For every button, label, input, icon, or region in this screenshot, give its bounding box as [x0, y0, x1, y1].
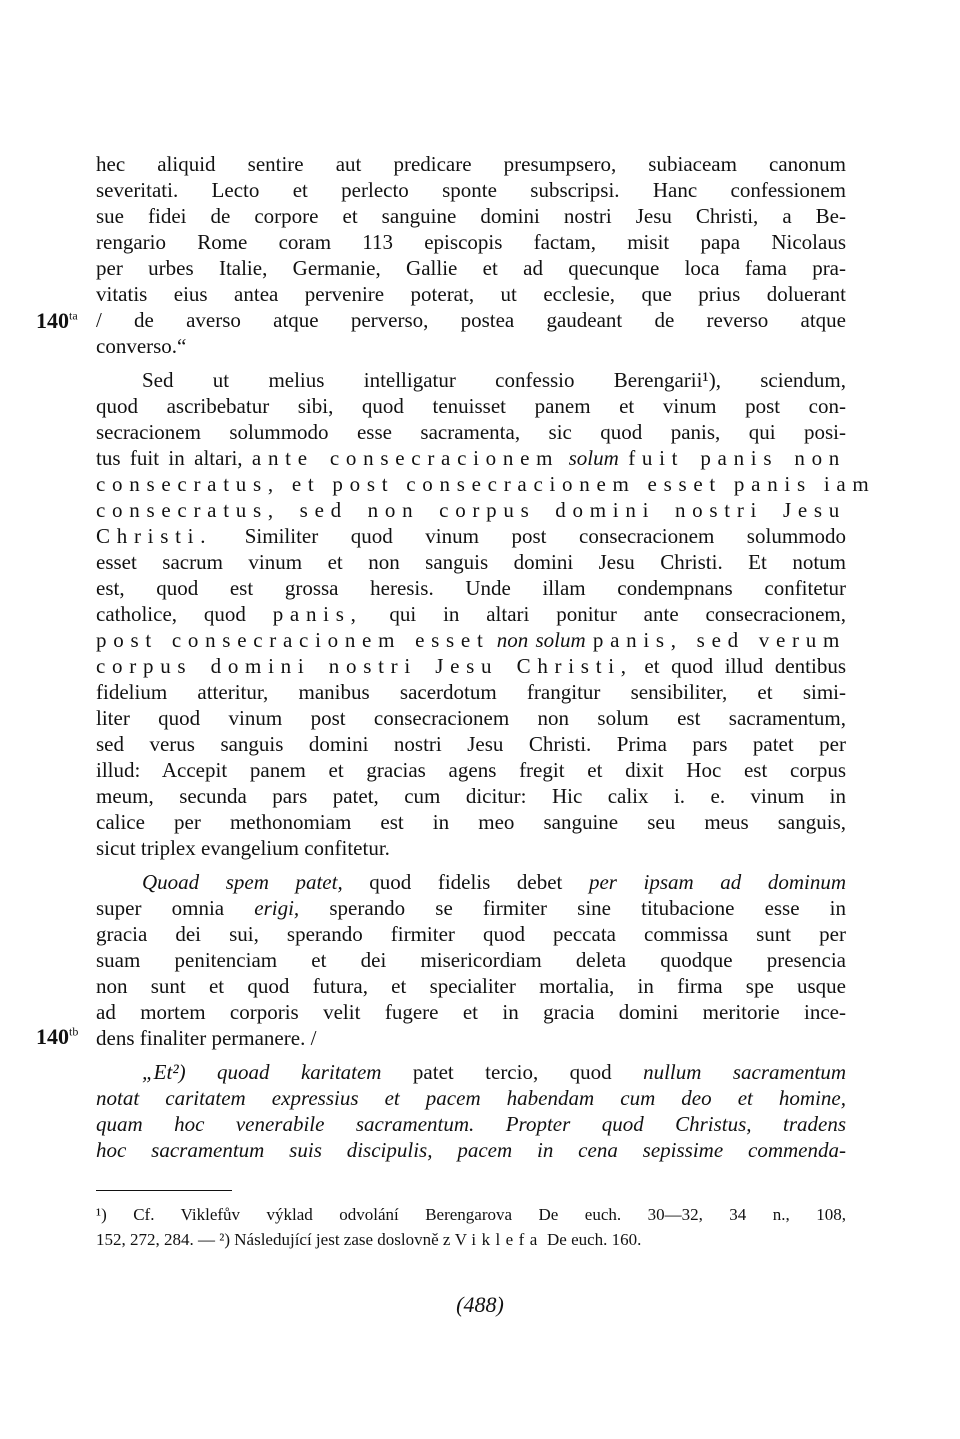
- text-segment: sperando se firmiter sine titubacione esse in: [329, 896, 847, 920]
- margin-folio-note: $140^{ta}$: [36, 308, 78, 333]
- text-line: converso.“: [96, 334, 187, 358]
- italic-phrase: per ipsam ad dominum: [588, 870, 847, 894]
- text-line: consecratus, et post consecracionem esset panis iam: [96, 472, 876, 496]
- spaced-phrase: panis, sed verum: [592, 628, 847, 652]
- text-segment: patet tercio, quod: [412, 1060, 612, 1084]
- text-line: calice per methonomiam est in meo sanguine seu meus sanguis,: [96, 810, 846, 834]
- margin-folio-note: $140^{tb}$: [36, 1024, 79, 1049]
- text-segment: catholice, quod: [96, 602, 246, 626]
- text-segment: De euch. 160.: [547, 1230, 642, 1249]
- text-line: liter quod vinum post consecracionem non solum est sacramentum,: [96, 706, 846, 730]
- italic-phrase: „Et²) quoad karitatem: [142, 1060, 382, 1084]
- text-segment: Similiter quod vinum post consecracionem solummodo: [244, 524, 846, 548]
- text-line: quod ascribebatur sibi, quod tenuisset panem et vinum post con-: [96, 394, 846, 418]
- text-line: [96, 444, 846, 472]
- text-segment: qui in altari ponitur ante consecracionem,: [389, 602, 846, 626]
- text-segment: tus fuit in altari,: [96, 446, 243, 470]
- footnote-line: [96, 1227, 846, 1252]
- spaced-phrase: panis,: [272, 602, 363, 626]
- page-number: (488): [456, 1292, 504, 1317]
- italic-phrase: nullum sacramentum: [643, 1060, 847, 1084]
- footnote-divider: [96, 1190, 232, 1191]
- text-line: [142, 868, 846, 896]
- text-line: consecratus, sed non corpus domini nostri Jesu: [96, 498, 846, 522]
- text-line: esset sacrum vinum et non sanguis domini Jesu Christi. Et notum: [96, 550, 846, 574]
- text-line: [142, 1058, 846, 1086]
- spaced-phrase: corpus domini nostri Jesu Christi,: [96, 654, 633, 678]
- text-line: secracionem solummodo esse sacramenta, sic quod panis, qui posi-: [96, 420, 846, 444]
- text-line: severitati. Lecto et perlecto sponte subscripsi. Hanc confessionem: [96, 178, 846, 202]
- text-line: suam penitenciam et dei misericordiam deleta quodque presencia: [96, 948, 846, 972]
- text-line: [96, 626, 846, 654]
- text-segment: 152, 272, 284. — ²) Následující jest zase doslovně z: [96, 1230, 451, 1249]
- text-line: Sed ut melius intelligatur confessio Berengarii¹), sciendum,: [142, 368, 846, 392]
- text-line: gracia dei sui, sperando firmiter quod peccata commissa sunt per: [96, 922, 846, 946]
- text-line: rengario Rome coram 113 episcopis factam, misit papa Nicolaus: [96, 230, 846, 254]
- spaced-phrase: Christi.: [96, 524, 213, 548]
- text-line: illud: Accepit panem et gracias agens fregit et dixit Hoc est corpus: [96, 758, 846, 782]
- spaced-phrase: Viklefa: [454, 1230, 543, 1249]
- text-segment: super omnia: [96, 896, 225, 920]
- italic-word: solum: [568, 446, 619, 470]
- spaced-phrase: post consecracionem esset: [96, 628, 490, 652]
- text-line: est, quod est grossa heresis. Unde illam condempnans confitetur: [96, 576, 846, 600]
- text-line: [96, 522, 846, 550]
- text-line: hoc sacramentum suis discipulis, pacem in cena sepissime commenda-: [96, 1138, 846, 1162]
- footnote-line: ¹) Cf. Viklefův výklad odvolání Berengarova De euch. 30—32, 34 n., 108,: [96, 1205, 846, 1224]
- text-line: per urbes Italie, Germanie, Gallie et ad quecunque loca fama pra-: [96, 256, 846, 280]
- text-line: sicut triplex evangelium confitetur.: [96, 836, 390, 860]
- text-line: notat caritatem expressius et pacem habendam cum deo et homine,: [96, 1086, 846, 1110]
- text-line: ad mortem corporis velit fugere et in gracia domini meritorie ince-: [96, 1000, 846, 1024]
- text-line: sue fidei de corpore et sanguine domini nostri Jesu Christi, a Be-: [96, 204, 846, 228]
- text-line: fidelium atteritur, manibus sacerdotum frangitur sensibiliter, et simi-: [96, 680, 846, 704]
- italic-word: erigi,: [254, 896, 300, 920]
- text-line: hec aliquid sentire aut predicare presumpsero, subiaceam canonum: [96, 152, 846, 176]
- text-line: [96, 652, 846, 680]
- text-line: / de averso atque perverso, postea gaudeant de reverso atque: [96, 308, 846, 332]
- text-line: meum, secunda pars patet, cum dicitur: Hic calix i. e. vinum in: [96, 784, 846, 808]
- text-segment: quod fidelis debet: [369, 870, 563, 894]
- text-line: vitatis eius antea pervenire poterat, ut ecclesie, que prius doluerant: [96, 282, 846, 306]
- text-line: [96, 894, 846, 922]
- italic-phrase: non solum: [496, 628, 586, 652]
- italic-phrase: Quoad spem patet,: [142, 870, 343, 894]
- spaced-phrase: ante consecracionem: [251, 446, 560, 470]
- text-segment: et quod illud dentibus: [644, 654, 846, 678]
- text-line: non sunt et quod futura, et specialiter mortalia, in firma spe usque: [96, 974, 846, 998]
- text-line: sed verus sanguis domini nostri Jesu Christi. Prima pars patet per: [96, 732, 846, 756]
- spaced-phrase: fuit panis non: [628, 446, 847, 470]
- text-line: quam hoc venerabile sacramentum. Propter quod Christus, tradens: [96, 1112, 846, 1136]
- text-line: [96, 600, 846, 628]
- text-line: dens finaliter permanere. /: [96, 1026, 317, 1050]
